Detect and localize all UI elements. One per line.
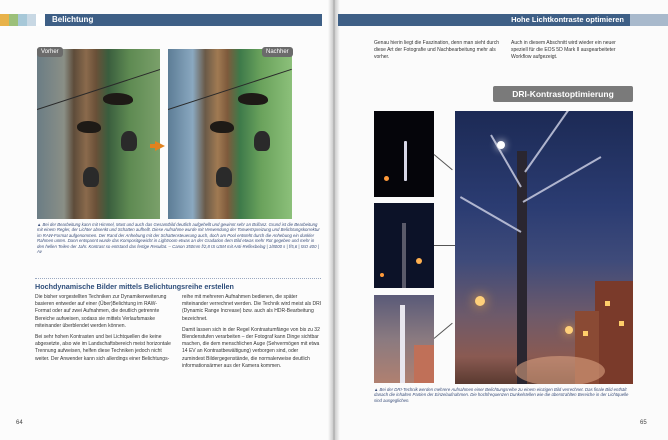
- divider: [35, 278, 321, 279]
- exposure-mid: [374, 203, 434, 288]
- swatch-1: [0, 14, 9, 26]
- connector-line: [434, 154, 453, 170]
- light-spot: [416, 258, 422, 264]
- paragraph: Auch in diesem Abschnitt wird wieder ein neuer speziell für die EOS 5D Mark II ausgearbeiteter Workflow aufgezeigt.: [511, 40, 616, 61]
- moon: [497, 141, 505, 149]
- swatch-3: [18, 14, 27, 26]
- swatch-5: [36, 14, 45, 26]
- light-spot: [384, 176, 389, 181]
- insulator: [216, 167, 232, 187]
- right-intro-col-1: [374, 40, 500, 66]
- left-caption-text: ▲ Bei der Bearbeitung kann mit Himmel, Mast und auch das Gesamtbild deutlich aufgehellt und gewinnt sehr an Brillanz. Grund ist die Bearbeitung mit einem Regler, der Lichter absenkt und Schatten aufhellt. Diese Aufnahme wurde mit Verwendung der Tonwertspreizung und Belichtungskorrektur im RAW-Format aufgenommen. Der Rand der Anhebung mit der Schattensteuerung auch, doch am Pool entsteht durch die Anhebung ein dunkler Rahmen unten. Dann entspannt wurde das Kompositgewicht in Lightroom etwas an der Gradation dem Bild etwas mehr Rot gegeben und mehr in den hellen Teilen der Jahr. Kontrast so entstand das fertige Resultat. – Canon 350mm f/2,8 IS USM mit Anti-Reflexbelag | 1/8000 s | f/5,6 | ISO 400 | Av: [37, 222, 320, 255]
- section-title-box: DRI-Kontrastoptimierung: [493, 86, 633, 102]
- right-intro-col-2: [511, 40, 633, 66]
- dri-result-photo: [455, 111, 633, 384]
- page-number-right: 65: [640, 420, 647, 426]
- section-heading: Hochdynamische Bilder mittels Belichtungsreihe erstellen: [35, 282, 234, 291]
- connector-line: [434, 323, 453, 339]
- window: [583, 331, 588, 336]
- window: [619, 321, 624, 326]
- color-swatches: [0, 14, 45, 26]
- paragraph: Damit lassen sich in der Regel Kontrastumfänge von bis zu 32 Blendenstufen verarbeiten – der Fotograf kann Dinge sichtbar machen, die dem menschlichen Auge (Sehvermögen mit etwa 14 EV an Kontrastbewältigung) verborgen sind, oder zumindest Bildergegenstände, die normalerweise deutlich informationsärmer aus der Kamera kommen.: [182, 326, 320, 369]
- exposure-bright: [374, 295, 434, 383]
- paragraph: reihe mit mehreren Aufnahmen bedienen, die später miteinander verrechnet werden. Die Technik wird meist als DRI (Dynamic Range Increase) bzw. auch als HDR-Bearbeitung bezeichnet.: [182, 294, 322, 322]
- road-glow: [515, 356, 605, 384]
- left-column-2: [182, 294, 322, 374]
- window: [605, 301, 610, 306]
- bird: [77, 121, 101, 133]
- after-label: Nachher: [262, 47, 293, 57]
- right-caption: [374, 387, 633, 403]
- street-light: [475, 296, 485, 306]
- bird: [103, 93, 133, 105]
- left-caption: [37, 222, 320, 254]
- swatch-4: [27, 14, 36, 26]
- after-photo: [168, 49, 292, 219]
- arrow-right-icon: [155, 141, 165, 151]
- right-caption-text: ▲ Bei der DRI-Technik werden mehrere Aufnahmen einer Belichtungsreihe zu einem einzigen Bild verrechnet. Das finale Bild enthält danach die inhalten Partien der Einzelaufnahmen. Die hochfrequenzen Dunkelstellen wie die überstrahlten Bereiche in der Lichtquelle sind ausgeglichen.: [374, 387, 629, 403]
- street-light: [565, 326, 573, 334]
- branch: [523, 156, 602, 203]
- book-gutter: [328, 0, 340, 440]
- left-header-bar: [0, 14, 322, 26]
- paragraph: Genau hierin liegt die Faszination, denn man sieht durch diese Art der Fotografie und Nachbearbeitung mehr als vorher.: [374, 40, 500, 61]
- connector-line: [434, 245, 456, 246]
- tree-trunk: [400, 305, 405, 383]
- bird: [210, 121, 234, 133]
- insulator: [83, 167, 99, 187]
- left-header-title: Belichtung: [52, 15, 94, 24]
- wire: [168, 69, 292, 110]
- insulator: [254, 131, 270, 151]
- before-label: Vorher: [37, 47, 63, 57]
- light-spot: [380, 273, 384, 277]
- insulator: [121, 131, 137, 151]
- light-spot: [404, 141, 407, 181]
- right-header-title: Hohe Lichtkontraste optimieren: [511, 15, 624, 24]
- exposure-dark: [374, 111, 434, 197]
- left-column-1: [35, 294, 171, 367]
- paragraph: Bei sehr hohen Kontrasten und bei Lichtquellen die keine abgesetzte, also wie im Landschaftsbereich meist horizontale Trennung aufweisen, helfen diese Techniken jedoch nicht weiter. Der Anwender kann sich allerdings einer Belichtungs-: [35, 334, 171, 362]
- branch: [460, 196, 522, 233]
- right-header-swatch: [630, 14, 668, 26]
- house: [414, 345, 434, 383]
- before-photo: [37, 49, 160, 219]
- branch: [524, 111, 572, 173]
- wire: [37, 69, 160, 110]
- bird: [238, 93, 268, 105]
- page-number-left: 64: [16, 420, 23, 426]
- paragraph: Die bisher vorgestellten Techniken zur Dynamikerweiterung basieren entweder auf einer (Über)Belichtung im RAW-Format oder auf zwei Aufnahmen, die deutlich getrennte Bereiche aufweisen, sodass sie mittels Verlaufsmaske miteinander überblendet werden können.: [35, 294, 167, 329]
- swatch-2: [9, 14, 18, 26]
- tree-trunk: [402, 223, 406, 288]
